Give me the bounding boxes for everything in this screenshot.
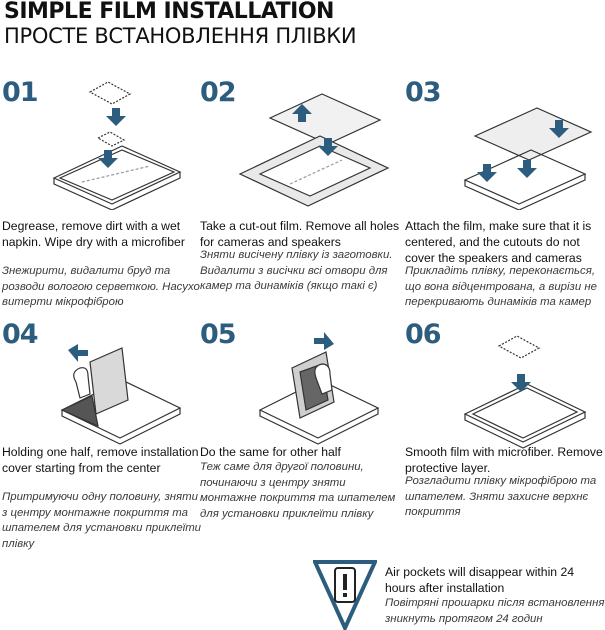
step-01: [2, 77, 202, 308]
smooth-film-illustration-icon: [435, 322, 595, 452]
step-03: [405, 77, 605, 308]
step-text-en: Take a cut-out film. Remove all holes for cameras and speakers: [200, 219, 400, 249]
notice: [313, 558, 605, 630]
remove-cover-illustration-icon: [32, 322, 192, 452]
other-half-illustration-icon: [230, 322, 390, 452]
page-title: SIMPLE FILM INSTALLATION: [4, 0, 334, 24]
step-text-uk: Теж саме для другої половини, починаючи з центру зняти монтажне покриття та шпателем для установки приклеїти плівку: [200, 461, 396, 520]
step-number: 01: [2, 77, 38, 108]
step-number: 06: [405, 319, 441, 350]
film-cutout-illustration-icon: [230, 80, 390, 210]
step-06: [405, 320, 605, 540]
degrease-illustration-icon: [32, 80, 192, 210]
step-text-uk: Зняти висічену плівку із заготовки. Видалити з висічки всі отвори для камер та динаміків (якщо такі є): [200, 249, 393, 292]
attach-film-illustration-icon: [435, 80, 595, 210]
step-text-en: Holding one half, remove installation cover starting from the center: [2, 445, 199, 475]
notice-text-en: Air pockets will disappear within 24 hours after installation: [385, 565, 574, 595]
notice-text-uk: Повітряні прошарки після встановлення зникнуть протягом 24 годин: [385, 597, 605, 625]
step-text-uk: Прикладіть плівку, переконається, що вона відцентрована, а вирізи не перекривають динаміків та камер: [405, 265, 597, 308]
step-05: [200, 320, 400, 540]
step-number: 05: [200, 319, 236, 350]
warning-phone-icon: [313, 558, 377, 630]
step-04: [2, 319, 202, 550]
step-number: 03: [405, 77, 441, 108]
step-text-uk: Розгладити плівку мікрофіброю та шпателем. Зняти захисне верхнє покриття: [405, 475, 597, 518]
step-text-uk: Знежирити, видалити бруд та розводи вологою серветкою. Насухо витерти мікрофіброю: [2, 265, 200, 308]
step-text-en: Attach the film, make sure that it is centered, and the cutouts do not cover the speakers and cameras: [405, 219, 592, 265]
step-text-en: Do the same for other half: [200, 445, 341, 459]
step-text-en: Smooth film with microfiber. Remove protective layer.: [405, 445, 603, 475]
step-text-en: Degrease, remove dirt with a wet napkin. Wipe dry with a microfiber: [2, 219, 185, 249]
step-text-uk: Притримуючи одну половину, зняти з центру монтажне покриття та шпателем для установки приклеїти плівку: [2, 491, 202, 550]
step-number: 04: [2, 319, 38, 350]
step-number: 02: [200, 77, 236, 108]
step-02: [200, 78, 400, 298]
page-subtitle: ПРОСТЕ ВСТАНОВЛЕННЯ ПЛІВКИ: [4, 24, 357, 48]
